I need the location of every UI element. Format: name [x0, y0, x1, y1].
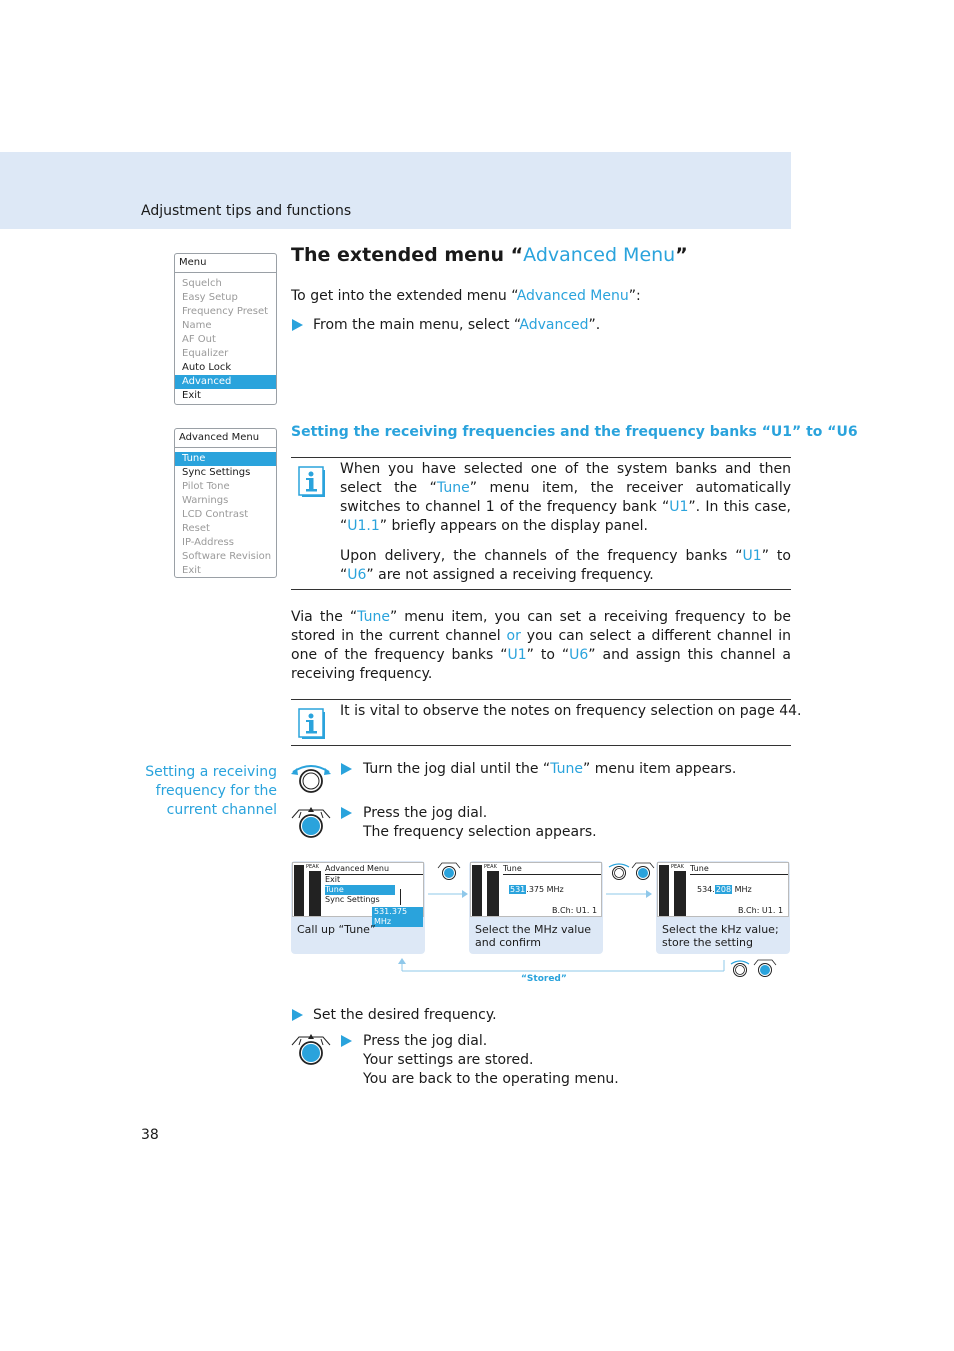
step-bullet-icon: [341, 763, 352, 775]
peak-label: PEAK: [484, 864, 497, 870]
lcd-screen: [470, 862, 602, 917]
lcd-frequency: 531.375 MHz: [510, 885, 564, 894]
advanced-menu-item[interactable]: Pilot Tone: [182, 481, 230, 492]
main-menu-item[interactable]: AF Out: [182, 334, 216, 345]
step-bullet-icon: [341, 807, 352, 819]
step-press1: Press the jog dial. The frequency selection appears.: [363, 805, 597, 840]
main-menu-title: Menu: [175, 254, 276, 273]
advanced-menu-item[interactable]: Tune: [175, 452, 276, 466]
advanced-menu-title: Advanced Menu: [175, 429, 276, 448]
lcd-bank-channel: B.Ch: U1. 1: [738, 906, 784, 915]
advanced-menu-item[interactable]: Warnings: [182, 495, 229, 506]
jog-dial-press-icon: [289, 1033, 333, 1071]
display-label: Call up “Tune”: [297, 923, 376, 936]
af-meter: [674, 871, 686, 916]
step-bullet-icon: [292, 319, 303, 331]
via-paragraph: Via the “Tune” menu item, you can set a receiving frequency to be stored in the current channel or you can select a different channel in one of the frequency banks “U1” to “U6” and assign this channel a receiving frequency.: [291, 609, 791, 682]
jog-dial-press-icon: [752, 958, 778, 982]
main-menu-item[interactable]: Auto Lock: [182, 362, 232, 373]
stored-label: “Stored”: [521, 974, 567, 984]
section-subheading: Setting the receiving frequencies and the frequency banks “U1” to “U6: [291, 424, 858, 440]
note1-paragraph1: When you have selected one of the system banks and then select the “Tune” menu item, the receiver automatically switches to channel 1 of the frequency bank “U1”. In this case, “U1.1” briefly appears on the display panel.: [340, 461, 791, 534]
lcd-line-sync: Sync Settings: [325, 895, 380, 904]
display-label: Select the kHz value; store the setting: [662, 923, 779, 949]
advanced-menu-item[interactable]: Sync Settings: [182, 467, 251, 478]
lcd-frequency: 534.208 MHz: [697, 885, 752, 894]
peak-label: PEAK: [306, 864, 319, 870]
main-menu-panel: [174, 253, 277, 405]
jog-dial-turn-icon: [289, 762, 333, 800]
rf-meter: [472, 865, 482, 916]
arrow-right-icon: [428, 884, 468, 903]
lcd-bank-channel: B.Ch: U1. 1: [552, 906, 598, 915]
step-set-frequency: Set the desired frequency.: [313, 1007, 497, 1023]
main-menu-item[interactable]: Exit: [182, 390, 201, 401]
lcd-line-exit: Exit: [325, 875, 341, 884]
display-step-khz: [656, 861, 790, 954]
jog-dial-press-icon: [630, 861, 656, 885]
display-step-call-up: [291, 861, 425, 954]
note1-top-rule: [291, 457, 791, 458]
lcd-line-tune: Tune: [325, 885, 395, 895]
advanced-menu-item[interactable]: Exit: [182, 565, 201, 576]
header-band: [0, 152, 791, 229]
page-title: The extended menu “Advanced Menu”: [291, 244, 688, 266]
main-menu-item[interactable]: Squelch: [182, 278, 222, 289]
lcd-screen: [292, 862, 424, 926]
section-title: Adjustment tips and functions: [141, 203, 352, 219]
intro-paragraph: To get into the extended menu “Advanced Menu”:: [291, 288, 641, 304]
display-step-mhz: [469, 861, 603, 954]
note2-bottom-rule: [291, 745, 791, 746]
af-meter: [487, 871, 499, 916]
note1-bottom-rule: [291, 589, 791, 590]
advanced-menu-item[interactable]: Reset: [182, 523, 210, 534]
jog-dial-turn-icon: [606, 861, 632, 885]
advanced-menu-item[interactable]: LCD Contrast: [182, 509, 249, 520]
jog-dial-turn-icon: [728, 958, 752, 982]
lcd-title: Tune: [690, 864, 709, 873]
jog-dial-press-icon: [289, 806, 333, 844]
peak-label: PEAK: [671, 864, 684, 870]
advanced-menu-panel: [174, 428, 277, 578]
side-heading: Setting a receiving frequency for the current channel: [145, 764, 277, 818]
advanced-menu-list: [175, 448, 276, 580]
arrow-right-icon: [606, 884, 652, 903]
main-menu-item[interactable]: Name: [182, 320, 212, 331]
lcd-screen: [657, 862, 789, 917]
rf-meter: [294, 865, 304, 916]
lcd-scroll-line: [400, 889, 401, 905]
step-press2: Press the jog dial. Your settings are stored. You are back to the operating menu.: [363, 1033, 619, 1087]
rf-meter: [659, 865, 669, 916]
lcd-title: Advanced Menu: [325, 864, 390, 873]
main-menu-item[interactable]: Easy Setup: [182, 292, 238, 303]
main-menu-item[interactable]: Frequency Preset: [182, 306, 269, 317]
note1-paragraph2: Upon delivery, the channels of the frequency banks “U1” to “U6” are not assigned a receiving frequency.: [340, 548, 791, 583]
af-meter: [309, 871, 321, 916]
main-menu-list: [175, 273, 276, 405]
lcd-frequency: 531.375 MHz: [372, 907, 423, 927]
advanced-menu-item[interactable]: IP-Address: [182, 537, 234, 548]
lcd-title: Tune: [503, 864, 522, 873]
intro-step: From the main menu, select “Advanced”.: [313, 317, 601, 333]
display-label: Select the MHz value and confirm: [475, 923, 592, 949]
main-menu-item[interactable]: Equalizer: [182, 348, 229, 359]
info-icon: [298, 466, 326, 502]
lcd-divider: [690, 874, 788, 875]
step-turn: Turn the jog dial until the “Tune” menu item appears.: [363, 761, 737, 777]
step-bullet-icon: [341, 1035, 352, 1047]
lcd-divider: [503, 874, 601, 875]
step-bullet-icon: [292, 1009, 303, 1021]
page-number: 38: [141, 1127, 159, 1143]
advanced-menu-item[interactable]: Software Revision: [182, 551, 272, 562]
note2-top-rule: [291, 699, 791, 700]
info-icon: [298, 708, 326, 744]
main-menu-item[interactable]: Advanced: [175, 375, 276, 389]
note2-text: It is vital to observe the notes on frequency selection on page 44.: [340, 703, 802, 719]
jog-dial-press-icon: [436, 861, 462, 885]
